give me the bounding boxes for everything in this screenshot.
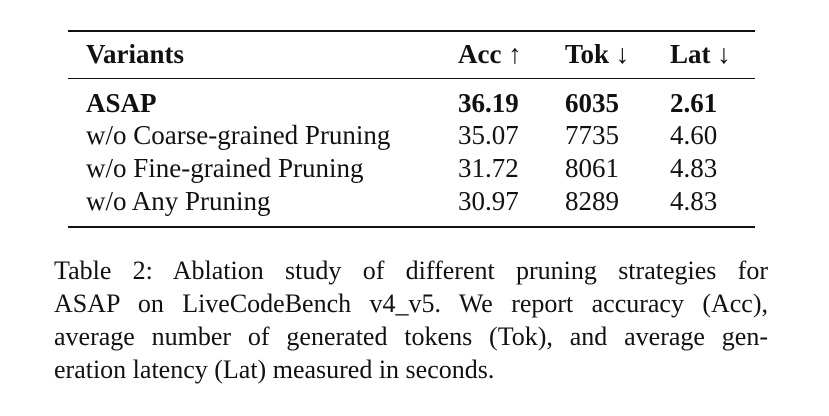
row-any-lat: 4.83	[670, 186, 718, 216]
caption-line: Table 2: Ablation study of different pruning strategies for	[54, 256, 768, 285]
caption-line: average number of generated tokens (Tok), and average gen-	[54, 322, 768, 351]
table-caption	[54, 254, 768, 386]
row-coarse-lat: 4.60	[670, 120, 718, 150]
row-asap-lat: 2.61	[670, 88, 718, 118]
row-any-tok: 8289	[565, 186, 619, 216]
row-asap-acc: 36.19	[458, 88, 519, 118]
row-fine-tok: 8061	[565, 153, 619, 183]
caption-line: ASAP on LiveCodeBench v4_v5. We report accuracy (Acc),	[54, 289, 768, 318]
row-asap-tok: 6035	[565, 88, 619, 118]
row-coarse-acc: 35.07	[458, 120, 519, 150]
row-fine-variant: w/o Fine-grained Pruning	[86, 153, 364, 183]
table-top-rule	[68, 30, 755, 32]
row-fine-acc: 31.72	[458, 153, 519, 183]
row-asap-variant: ASAP	[86, 88, 157, 118]
table-bottom-rule	[68, 226, 755, 228]
header-tok: Tok ↓	[565, 39, 630, 69]
header-variants: Variants	[86, 39, 185, 69]
caption-line: eration latency (Lat) measured in seconds.	[54, 355, 495, 384]
header-lat: Lat ↓	[670, 39, 731, 69]
row-coarse-tok: 7735	[565, 120, 619, 150]
row-coarse-variant: w/o Coarse-grained Pruning	[86, 120, 391, 150]
header-acc: Acc ↑	[458, 39, 522, 69]
row-any-acc: 30.97	[458, 186, 519, 216]
row-any-variant: w/o Any Pruning	[86, 186, 271, 216]
row-fine-lat: 4.83	[670, 153, 718, 183]
table-header-rule	[68, 78, 755, 79]
